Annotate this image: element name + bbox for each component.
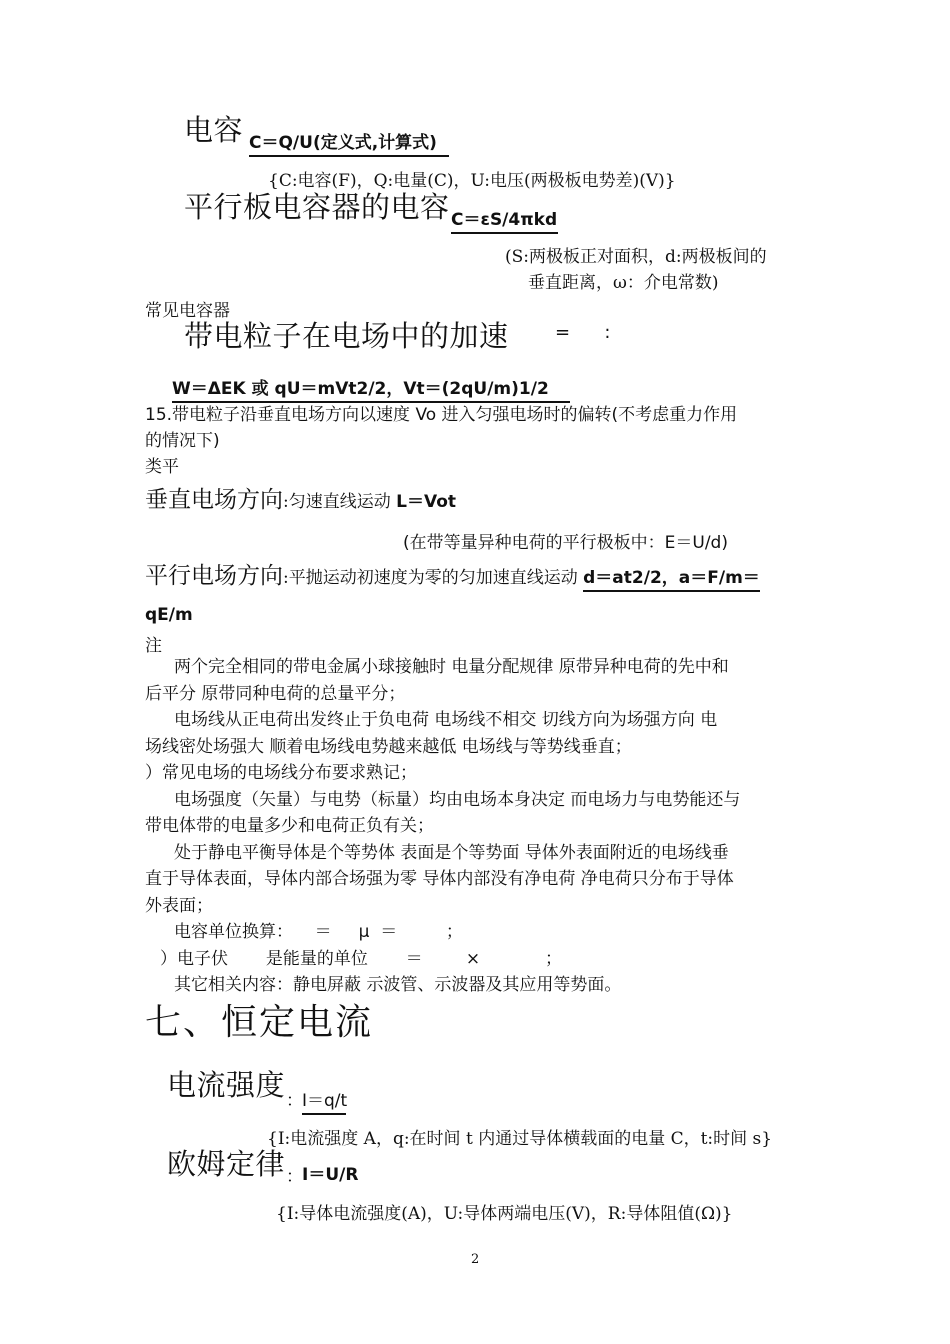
note-line: 后平分 原带同种电荷的总量平分； <box>145 683 406 704</box>
parallel-plate-note-1: (S:两极板正对面积，d:两极板间的 <box>505 247 767 267</box>
ohm-colon: ： <box>286 1167 303 1187</box>
current-formula: I＝q/t <box>302 1086 346 1115</box>
deflection-line-1: 15.带电粒子沿垂直电场方向以速度 Vo 进入匀强电场时的偏转(不考虑重力作用 <box>145 405 738 425</box>
note-line: 场线密处场强大 顺着电场线电势越来越低 电场线与等势线垂直； <box>145 736 632 757</box>
parallel-plate-title: 平行板电容器的电容 <box>184 190 450 224</box>
current-note: {I:电流强度 A，q:在时间 t 内通过导体横载面的电量 C，t:时间 s} <box>267 1129 773 1149</box>
vertical-direction-desc: :匀速直线运动 <box>283 492 397 512</box>
acceleration-formula: W＝ΔEK 或 qU＝mVt2/2，Vt＝(2qU/m)1/2 <box>172 374 570 403</box>
notes-heading: 注 <box>145 636 162 656</box>
vertical-direction-title: 垂直电场方向 <box>145 487 283 513</box>
section-heading: 七、恒定电流 <box>145 1002 374 1043</box>
note-line: 电容单位换算： ＝ μ ＝ ； <box>174 922 463 942</box>
ohm-note: {I:导体电流强度(A)，U:导体两端电压(V)，R:导体阻值(Ω)} <box>276 1204 733 1224</box>
current-colon: ： <box>286 1091 303 1111</box>
note-line: 两个完全相同的带电金属小球接触时 电量分配规律 原带异种电荷的先中和 <box>174 657 729 677</box>
acceleration-title: 带电粒子在电场中的加速 <box>184 319 509 353</box>
deflection-label: 类平 <box>145 457 179 477</box>
parallel-direction-title: 平行电场方向 <box>145 563 283 589</box>
capacitance-note: {C:电容(F)，Q:电量(C)，U:电压(两极板电势差)(V)} <box>268 171 676 191</box>
vertical-direction-row <box>145 481 456 514</box>
note-line: 处于静电平衡导体是个等势体 表面是个等势面 导体外表面附近的电场线垂 <box>174 842 729 863</box>
vertical-direction-note: (在带等量异种电荷的平行极板中：E＝U/d) <box>403 533 728 553</box>
capacitance-title: 电容 <box>184 113 244 147</box>
parallel-direction-row <box>145 557 760 590</box>
parallel-direction-formula-cont: qE/m <box>145 605 193 625</box>
note-line: ）常见电场的电场线分布要求熟记； <box>145 763 417 783</box>
note-line: 外表面； <box>145 895 213 916</box>
parallel-plate-formula: C＝εS/4πkd <box>451 205 558 234</box>
capacitance-formula <box>249 128 449 157</box>
parallel-plate-note-2: 垂直距离，ω：介电常数) <box>528 273 719 293</box>
capacitance-formula-text: C＝Q/U(定义式,计算式) <box>249 133 437 153</box>
deflection-line-2: 的情况下) <box>145 431 220 451</box>
vertical-direction-formula: L＝Vot <box>396 492 457 512</box>
notes-body <box>145 654 810 999</box>
note-line: 电场强度（矢量）与电势（标量）均由电场本身决定 而电场力与电势能还与 <box>174 789 741 810</box>
note-line: 电场线从正电荷出发终止于负电荷 电场线不相交 切线方向为场强方向 电 <box>174 710 718 730</box>
current-title: 电流强度 <box>167 1068 286 1102</box>
note-line: 其它相关内容：静电屏蔽 示波管、示波器及其应用等势面。 <box>174 975 622 995</box>
note-line: ）电子伏 是能量的单位 ＝ × ； <box>160 948 562 969</box>
page-number: 2 <box>471 1252 480 1267</box>
note-line: 带电体带的电量多少和电荷正负有关； <box>145 816 434 836</box>
parallel-direction-desc: :平抛运动初速度为零的匀加速直线运动 <box>283 568 584 588</box>
acceleration-symbols: = : <box>555 322 611 343</box>
ohm-formula: I＝U/R <box>302 1165 359 1185</box>
parallel-direction-formula: d＝at2/2，a＝F/m＝ <box>583 568 760 592</box>
common-capacitors-label: 常见电容器 <box>145 301 230 321</box>
ohm-title: 欧姆定律 <box>167 1147 286 1181</box>
note-line: 直于导体表面，导体内部合场强为零 导体内部没有净电荷 净电荷只分布于导体 <box>145 869 734 889</box>
